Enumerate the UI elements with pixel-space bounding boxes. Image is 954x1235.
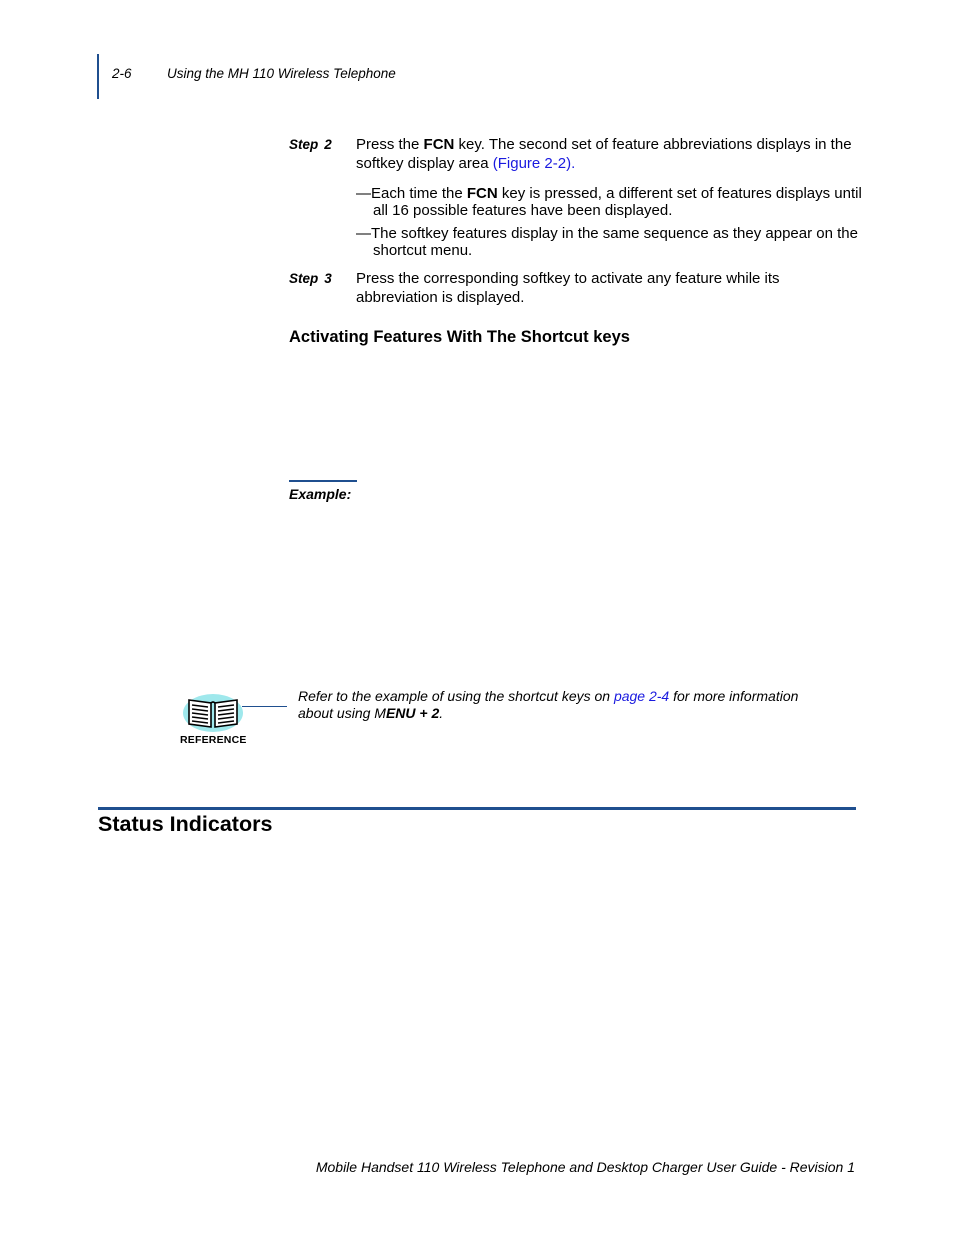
- figure-2-2-link[interactable]: (Figure 2-2).: [492, 155, 576, 172]
- chapter-title: Using the MH 110 Wireless Telephone: [167, 66, 396, 81]
- reference-rule: [242, 706, 287, 707]
- reference-text-end: .: [439, 704, 444, 721]
- step-number: 3: [324, 271, 332, 286]
- page-footer: Mobile Handset 110 Wireless Telephone and Desktop Charger User Guide - Revision 1: [315, 1159, 855, 1175]
- section-rule: [98, 807, 856, 810]
- step-2-text-after: key. The second set of feature abbreviations displays in the softkey display area: [356, 136, 852, 172]
- step-3-label: [289, 271, 332, 286]
- step-word: Step: [289, 271, 319, 286]
- fcn-key: FCN: [466, 185, 498, 202]
- page-2-4-link[interactable]: page 2-4: [613, 688, 670, 704]
- step-3-text: Press the corresponding softkey to activate any feature while its abbreviation is displayed.: [356, 270, 780, 306]
- reference-label: REFERENCE: [180, 734, 247, 746]
- page-number: 2-6: [112, 66, 132, 81]
- step-2-text: [356, 135, 856, 173]
- dash-item-1-prefix: —Each time the: [356, 185, 467, 202]
- subsection-title: Activating Features With The Shortcut keys: [289, 328, 630, 346]
- book-icon: [181, 692, 245, 734]
- dash-item-2: —The softkey features display in the same sequence as they appear on the shortcut menu.: [356, 225, 858, 259]
- step-2-text-before: Press the: [356, 136, 424, 153]
- step-number: 2: [324, 137, 332, 152]
- reference-text-before: Refer to the example of using the shortcut keys on: [298, 688, 614, 704]
- step-2-label: [289, 137, 332, 152]
- dash-item-1-suffix: key is pressed, a different set of features displays until all 16 possible features have been displayed.: [373, 185, 862, 219]
- reference-text-after: for more information about using M: [298, 688, 799, 721]
- menu-key: ENU + 2: [385, 704, 440, 721]
- example-label: Example:: [289, 486, 352, 502]
- fcn-key: FCN: [423, 136, 455, 153]
- section-title: Status Indicators: [98, 812, 273, 836]
- dash-item-1: [356, 185, 873, 219]
- step-word: Step: [289, 137, 319, 152]
- header-rule: [97, 54, 99, 99]
- example-rule: [289, 480, 357, 482]
- reference-text: [298, 688, 828, 721]
